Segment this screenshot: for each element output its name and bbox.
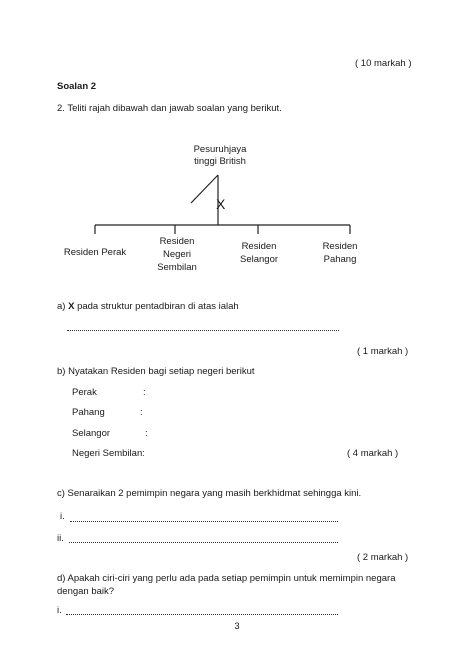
colon-pahang: : (140, 407, 143, 418)
question-a-text: pada struktur pentadbiran di atas ialah (77, 301, 239, 312)
question-d-line1: d) Apakah ciri-ciri yang perlu ada pada setiap pemimpin untuk memimpin negara (57, 573, 396, 584)
diagram-node-selangor-line2: Selangor (239, 254, 279, 265)
marks-label-a: ( 1 markah ) (357, 346, 409, 357)
diagram-node-ns-line1: Residen (159, 236, 195, 247)
answer-line-c2[interactable] (69, 542, 338, 543)
diagram-node-pahang-line2: Pahang (323, 254, 357, 265)
question-d-line2: dengan baik? (57, 586, 115, 597)
diagram-node-ns-line2: Negeri (163, 249, 191, 260)
answer-c-item1-label: i. (60, 511, 65, 522)
diagram-node-ns-line3: Sembilan (157, 262, 197, 273)
question-a (57, 301, 239, 313)
answer-line-c1[interactable] (70, 521, 338, 522)
diagram-top-line2: tinggi British (194, 156, 246, 167)
answer-line-a[interactable] (67, 330, 339, 331)
marks-label-top: ( 10 markah ) (355, 58, 412, 69)
answer-d-item1-label: i. (57, 605, 62, 616)
state-perak: Perak (72, 387, 97, 398)
state-selangor: Selangor (72, 428, 111, 439)
question-a-prefix: a) (57, 301, 66, 312)
section-title: Soalan 2 (57, 81, 97, 92)
answer-line-d1[interactable] (66, 614, 338, 615)
answer-c-item2-label: ii. (57, 533, 64, 544)
question-b: b) Nyatakan Residen bagi setiap negeri berikut (57, 366, 255, 377)
question-instruction: 2. Teliti rajah dibawah dan jawab soalan yang berikut. (57, 103, 282, 114)
diagram-node-pahang-line1: Residen (322, 241, 358, 252)
colon-perak: : (143, 387, 146, 398)
colon-selangor: : (145, 428, 148, 439)
diagram-x-label: X (216, 196, 226, 212)
state-pahang: Pahang (72, 407, 105, 418)
diagram-node-perak: Residen Perak (63, 247, 127, 258)
question-a-x: X (68, 301, 75, 312)
question-c: c) Senaraikan 2 pemimpin negara yang masih berkhidmat sehingga kini. (57, 488, 362, 499)
marks-label-c: ( 2 markah ) (357, 552, 409, 563)
marks-label-b: ( 4 markah ) (347, 448, 399, 459)
diagram-top-line1: Pesuruhjaya (193, 144, 247, 155)
diagram-node-selangor-line1: Residen (241, 241, 277, 252)
colon-negeri-sembilan: : (142, 448, 145, 459)
state-negeri-sembilan: Negeri Sembilan (72, 448, 143, 459)
page-number: 3 (234, 621, 240, 632)
